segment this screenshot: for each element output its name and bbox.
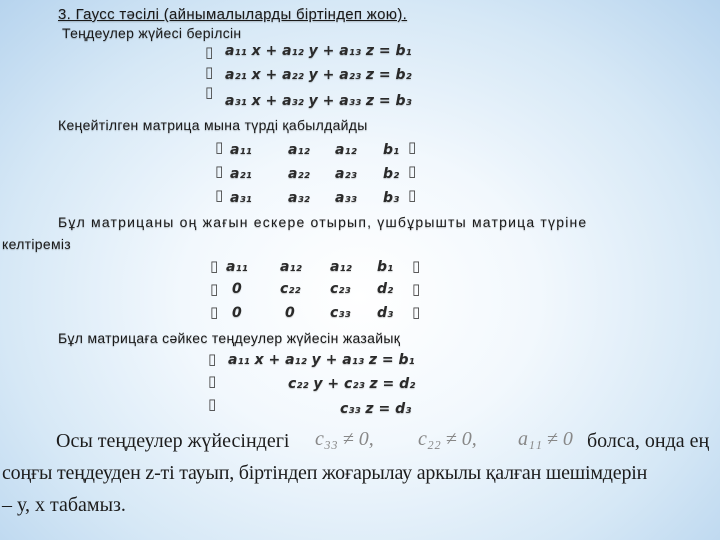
bracket-mark: ▯ bbox=[208, 372, 217, 390]
matrix-cell: a₁₂ bbox=[280, 259, 302, 275]
matrix-cell: a₁₂ bbox=[330, 259, 352, 275]
bracket-mark: ▯ bbox=[408, 186, 417, 204]
conclusion-line-2: соңғы теңдеуден z-ті тауып, біртіндеп жоғарылау аркылы қалған шешімдерін bbox=[2, 462, 648, 484]
matrix-cell: 0 bbox=[232, 305, 242, 321]
extended-matrix-label: Кеңейтілген матрица мына түрді қабылдайды bbox=[58, 117, 368, 133]
bracket-mark: ▯ bbox=[210, 257, 219, 275]
triangular-row-3: c₃₃ z = d₃ bbox=[340, 401, 412, 417]
bracket-mark: ▯ bbox=[412, 303, 421, 321]
matrix-cell: 0 bbox=[285, 305, 295, 321]
bracket-mark: ▯ bbox=[210, 280, 219, 298]
matrix-cell: d₃ bbox=[377, 305, 394, 321]
condition-c22: c₂₂ ≠ 0, bbox=[418, 428, 477, 450]
triangular-row-1: a₁₁ x + a₁₂ y + a₁₃ z = b₁ bbox=[228, 352, 415, 368]
matrix-cell: a₁₁ bbox=[226, 259, 248, 275]
matrix-cell: d₂ bbox=[377, 281, 394, 297]
bracket-mark: ▯ bbox=[208, 395, 217, 413]
matrix2-row-3 bbox=[0, 305, 720, 325]
matrix-cell: c₂₃ bbox=[330, 281, 351, 297]
bracket-mark: ▯ bbox=[412, 280, 421, 298]
matrix-cell: c₂₂ bbox=[280, 281, 301, 297]
bracket-mark: ▯ bbox=[210, 303, 219, 321]
conclusion-line-1a: Осы теңдеулер жүйесіндегі bbox=[56, 430, 290, 452]
equation-row-2: a₂₁ x + a₂₂ y + a₂₃ z = b₂ bbox=[225, 67, 412, 83]
matrix1-row-2 bbox=[0, 166, 720, 186]
bracket-mark: ▯ bbox=[205, 83, 214, 101]
paragraph-line-2: келтіреміз bbox=[2, 236, 72, 252]
conclusion-line-1b: болса, онда ең bbox=[587, 430, 710, 452]
matrix-cell: a₃₂ bbox=[288, 190, 310, 206]
matrix-cell: a₃₁ bbox=[230, 190, 252, 206]
matrix-cell: b₁ bbox=[377, 259, 394, 275]
equation-row-1: a₁₁ x + a₁₂ y + a₁₃ z = b₁ bbox=[225, 43, 412, 59]
matrix-cell: b₁ bbox=[383, 142, 400, 158]
paragraph-line-1: Бұл матрицаны оң жағын ескере отырып, үшбұрышты матрица түріне bbox=[58, 214, 588, 230]
matrix-cell: a₁₁ bbox=[230, 142, 252, 158]
condition-c33: c₃₃ ≠ 0, bbox=[315, 428, 374, 450]
matrix-cell: a₁₂ bbox=[288, 142, 310, 158]
section-heading: 3. Гаусс тәсілі (айнымалыларды біртіндеп жою). bbox=[58, 6, 408, 23]
matrix-cell: 0 bbox=[232, 281, 242, 297]
system2-label: Бұл матрицаға сәйкес теңдеулер жүйесін жазайық bbox=[58, 330, 401, 346]
bracket-mark: ▯ bbox=[412, 257, 421, 275]
matrix1-row-1 bbox=[0, 142, 720, 162]
condition-a11: a₁₁ ≠ 0 bbox=[518, 428, 573, 450]
bracket-mark: ▯ bbox=[215, 162, 224, 180]
bracket-mark: ▯ bbox=[205, 63, 214, 81]
bracket-mark: ▯ bbox=[215, 138, 224, 156]
matrix2-row-2 bbox=[0, 281, 720, 301]
conclusion-line-3: – у, х табамыз. bbox=[2, 494, 126, 516]
matrix-cell: a₃₃ bbox=[335, 190, 357, 206]
matrix-cell: b₃ bbox=[383, 190, 400, 206]
matrix-cell: a₂₁ bbox=[230, 166, 252, 182]
triangular-row-2: c₂₂ y + c₂₃ z = d₂ bbox=[288, 376, 416, 392]
matrix-cell: a₂₃ bbox=[335, 166, 357, 182]
bracket-mark: ▯ bbox=[215, 186, 224, 204]
matrix-cell: c₃₃ bbox=[330, 305, 351, 321]
intro-text: Теңдеулер жүйесі берілсін bbox=[62, 25, 242, 41]
bracket-mark: ▯ bbox=[408, 162, 417, 180]
bracket-mark: ▯ bbox=[205, 43, 214, 61]
matrix-cell: a₂₂ bbox=[288, 166, 310, 182]
matrix1-row-3 bbox=[0, 190, 720, 210]
matrix-cell: b₂ bbox=[383, 166, 400, 182]
bracket-mark: ▯ bbox=[408, 138, 417, 156]
bracket-mark: ▯ bbox=[208, 350, 217, 368]
equation-row-3: a₃₁ x + a₃₂ y + a₃₃ z = b₃ bbox=[225, 93, 412, 109]
matrix2-row-1 bbox=[0, 259, 720, 279]
matrix-cell: a₁₂ bbox=[335, 142, 357, 158]
